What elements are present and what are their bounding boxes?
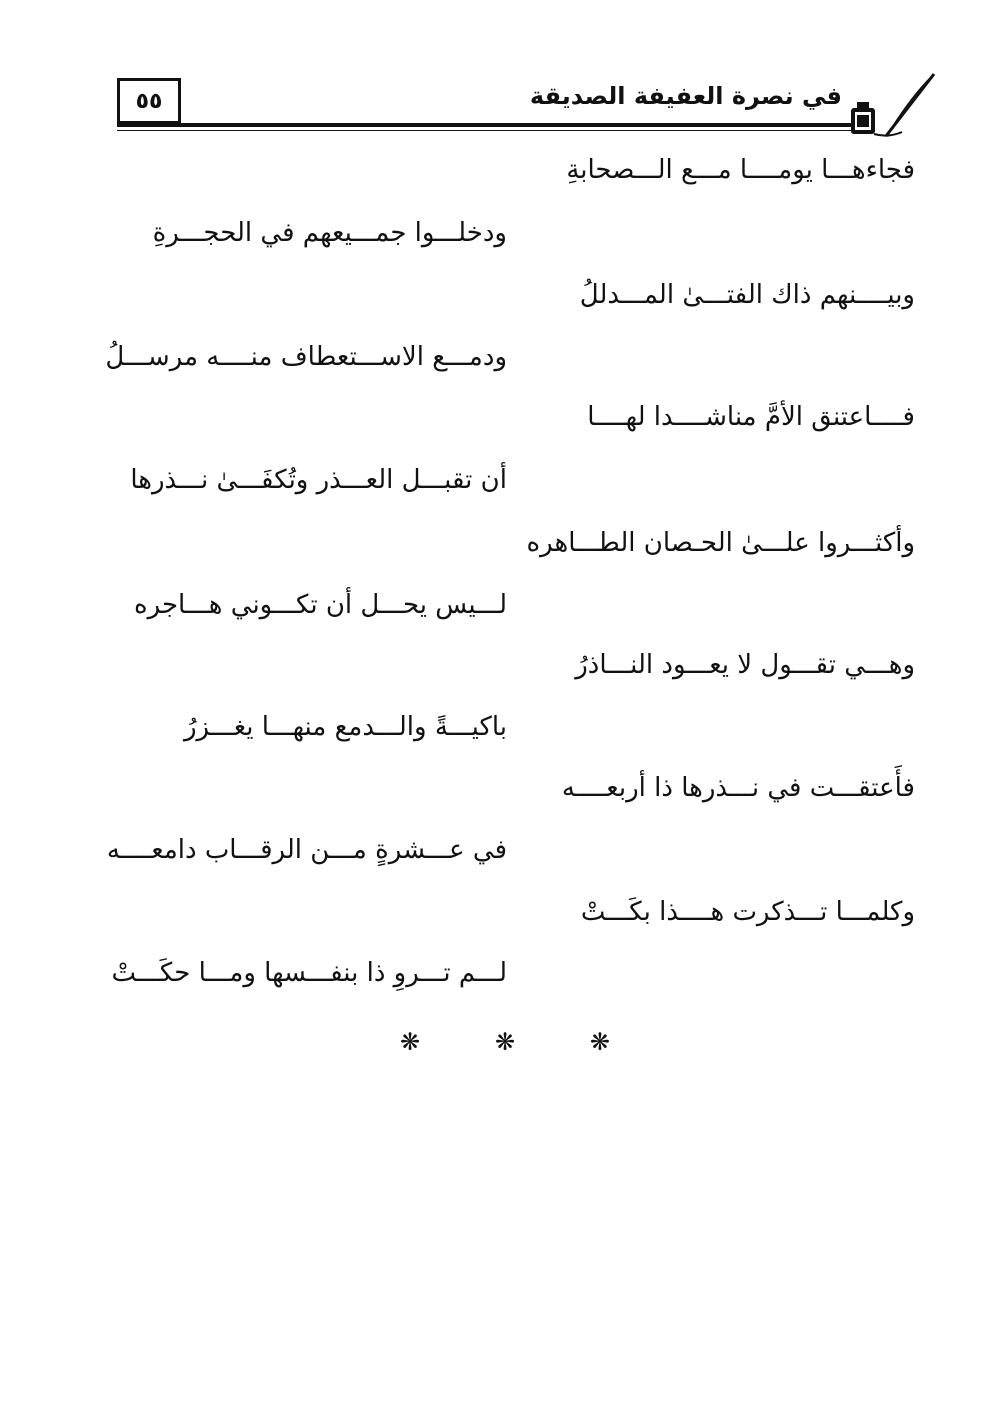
- verse-4-second-hemistich: لـــيس يحـــل أن تكـــوني هـــاجره: [133, 590, 507, 620]
- verse-7-first-hemistich: وكلمـــا تـــذكرت هــــذا بكَـــتْ: [580, 897, 915, 927]
- verse-3-second-hemistich: أن تقبـــل العـــذر وتُكفَـــىٰ نـــذرها: [130, 465, 507, 495]
- ornament-star: ❋: [400, 1028, 421, 1056]
- verse-3-first-hemistich: فــــاعتنق الأمَّ مناشــــدا لهــــا: [587, 402, 915, 432]
- verse-1-first-hemistich: فجاءهـــا يومــــا مـــع الـــصحابةِ: [566, 155, 915, 185]
- verse-7-second-hemistich: لـــم تـــروِ ذا بنفـــسها ومـــا حكَـــتْ: [111, 958, 507, 988]
- verse-5-second-hemistich: باكيـــةً والـــدمع منهـــا يغـــزرُ: [184, 712, 507, 742]
- quill-inkwell-icon: [848, 68, 938, 140]
- section-divider-ornaments: [400, 1028, 610, 1056]
- ornament-star: ❋: [589, 1028, 610, 1056]
- header-title: في نصرة العفيفة الصديقة: [529, 82, 842, 110]
- page-number-box: [117, 78, 181, 124]
- verse-6-first-hemistich: فأَعتقـــت في نـــذرها ذا أربعــــه: [561, 773, 915, 803]
- verse-2-second-hemistich: ودمـــع الاســـتعطاف منــــه مرســـلُ: [105, 342, 507, 372]
- verse-6-second-hemistich: في عـــشرةٍ مـــن الرقـــاب دامعــــه: [106, 835, 507, 865]
- verse-5-first-hemistich: وهـــي تقـــول لا يعـــود النـــاذرُ: [575, 650, 915, 680]
- page-number: ٥٥: [135, 88, 163, 114]
- header-rule-thin: [117, 130, 857, 131]
- ornament-star: ❋: [494, 1028, 516, 1056]
- verse-2-first-hemistich: وبيــــنهم ذاك الفتـــىٰ المـــدللُ: [579, 280, 915, 310]
- header-rule-thick: [117, 123, 857, 127]
- verse-1-second-hemistich: ودخلـــوا جمـــيعهم في الحجـــرةِ: [152, 218, 507, 248]
- verse-4-first-hemistich: وأكثـــروا علـــىٰ الحـصان الطـــاهره: [526, 528, 915, 558]
